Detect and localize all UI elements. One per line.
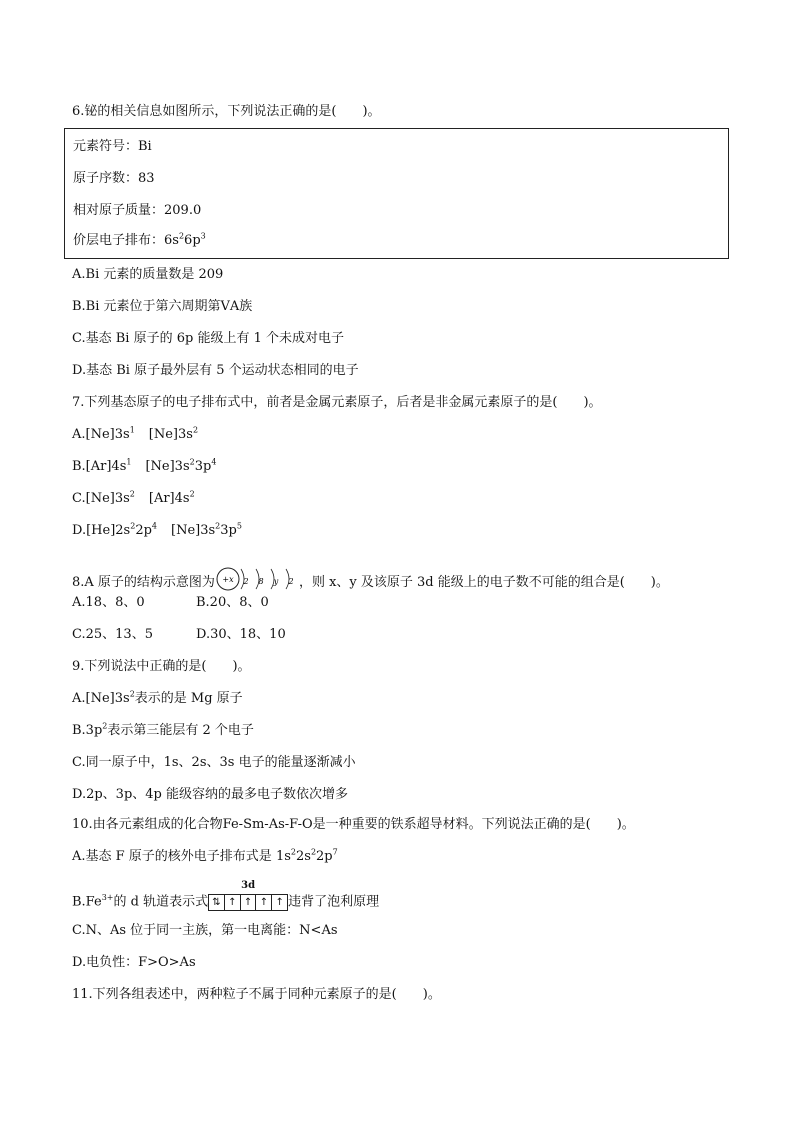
q9-option-d: D.2p、3p、4p 能级容纳的最多电子数依次增多 <box>72 787 349 802</box>
q10-option-a: A.基态 F 原子的核外电子排布式是 $1s^22s^22p^7$ <box>72 847 338 864</box>
q10-option-d: D.电负性：F>O>As <box>72 955 196 970</box>
shell-2-count: 8 <box>258 577 264 586</box>
q7-option-a: $A.[Ne]3s^1$ $[Ne]3s^2$ <box>72 425 199 442</box>
q6-option-d: D.基态 Bi 原子最外层有 5 个运动状态相同的电子 <box>72 363 359 378</box>
orbital-label: 3d <box>241 880 256 891</box>
relative-atomic-mass: 相对原子质量：209.0 <box>73 203 202 218</box>
orbital-box-5: ↑ <box>275 897 284 908</box>
question-6-stem: 6.铋的相关信息如图所示，下列说法正确的是( )。 <box>72 104 381 119</box>
q10-option-c: C.N、As 位于同一主族，第一电离能：N<As <box>72 923 338 938</box>
question-8-stem: 8.A 原子的结构示意图为 +x 2 8 y 2 ，则 x、y 及该原子 3d 能级上的电子数不可能的组合是( )。 <box>72 565 669 600</box>
valence-config: 价层电子排布：$6s^26p^3$ <box>73 231 206 248</box>
orbital-box-1: ⇅ <box>209 895 225 910</box>
question-10-stem: 10.由各元素组成的化合物Fe-Sm-As-F-O是一种重要的铁系超导材料。下列说法正确的是( )。 <box>72 817 635 832</box>
q9-option-b: $B.3p^2$表示第三能层有 2 个电子 <box>72 721 254 738</box>
q8-option-d: D.30、18、10 <box>196 627 286 642</box>
question-9-stem: 9.下列说法中正确的是( )。 <box>72 659 251 674</box>
shell-4-count: 2 <box>288 577 294 586</box>
q9-option-c: C.同一原子中，1s、2s、3s 电子的能量逐渐减小 <box>72 755 356 770</box>
nucleus-label: +x <box>222 575 234 584</box>
shell-1-count: 2 <box>243 577 249 586</box>
q8-option-a: A.18、8、0 <box>72 595 145 610</box>
q6-option-c: C.基态 Bi 原子的 6p 能级上有 1 个未成对电子 <box>72 331 344 346</box>
q7-option-d: $D.[He]2s^22p^4$ $[Ne]3s^23p^5$ <box>72 521 242 538</box>
atomic-number: 原子序数：83 <box>73 171 155 186</box>
q7-option-b: $B.[Ar]4s^1$ $[Ne]3s^23p^4$ <box>72 457 217 474</box>
question-11-stem: 11.下列各组表述中，两种粒子不属于同种元素原子的是( )。 <box>72 987 441 1002</box>
q10-option-b: $B.Fe^{3+}$的 d 轨道表示式 3d ⇅ ↑ ↑ ↑ ↑ 违背了泡利原理 <box>72 892 379 913</box>
q6-option-a: A.Bi 元素的质量数是 209 <box>72 267 224 282</box>
orbital-box-4: ↑ <box>256 895 272 910</box>
shell-3-count: y <box>273 577 279 586</box>
orbital-box-3: ↑ <box>241 895 257 910</box>
bismuth-info-box <box>64 128 729 259</box>
q8-option-b: B.20、8、0 <box>196 595 269 610</box>
orbital-box-2: ↑ <box>225 895 241 910</box>
element-symbol: 元素符号：Bi <box>73 139 152 154</box>
q9-option-a: $A.[Ne]3s^2$表示的是 Mg 原子 <box>72 689 243 706</box>
q7-option-c: $C.[Ne]3s^2$ $[Ar]4s^2$ <box>72 489 195 506</box>
3d-orbital-diagram <box>208 880 288 912</box>
question-7-stem: 7.下列基态原子的电子排布式中，前者是金属元素原子，后者是非金属元素原子的是( )。 <box>72 395 602 410</box>
q8-option-c: C.25、13、5 <box>72 627 153 642</box>
q6-option-b: B.Bi 元素位于第六周期第ⅤA族 <box>72 299 253 314</box>
